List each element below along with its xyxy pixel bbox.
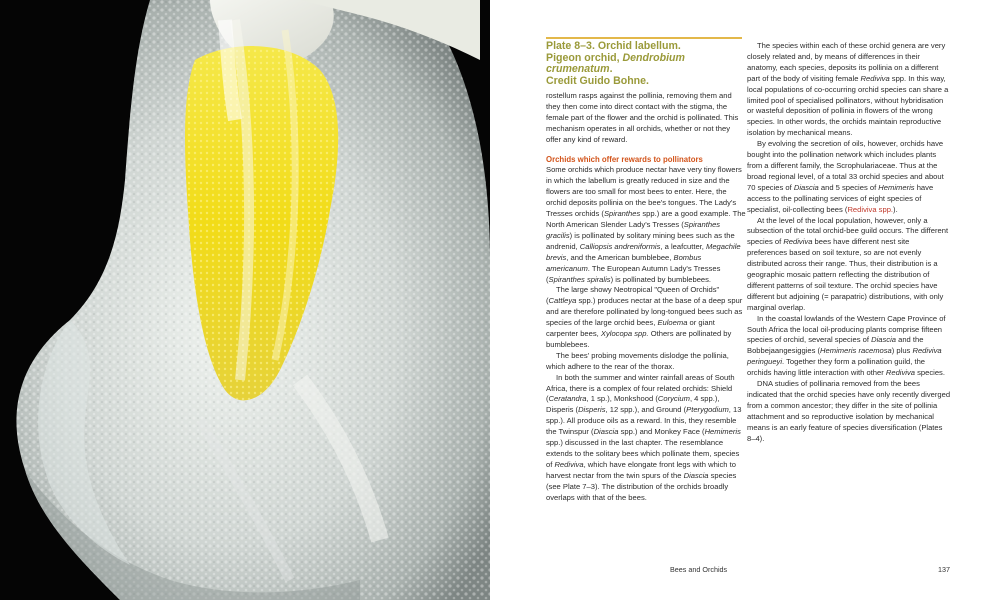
species-name: Megachile brevis [546,241,741,262]
text-span: , a leafcutter, [660,241,706,251]
caption-credit: Credit Guido Bohne. [546,74,649,87]
text-span: , 1 sp.), Monkshood ( [586,394,658,404]
paragraph [546,373,746,504]
species-name: Disperis [578,405,606,415]
species-name: Spiranthes spiralis [548,274,611,284]
caption-text: . [609,63,613,76]
species-name: Rediviva peringueyi [747,346,942,367]
section-heading: Orchids which offer rewards to pollinators [546,154,703,164]
text-span: . Together they form a pollination guild, the orchids having little interaction with other [747,357,926,378]
species-name: Ceratandra [548,394,587,404]
paragraph [546,285,746,350]
running-title: Bees and Orchids [670,565,728,574]
caption-line-1: Plate 8–3. Orchid labellum. [546,40,681,52]
caption-line-2 [546,53,746,76]
text-span: , 13 spp.). All produce oils as a reward. In this, they resemble the Twinspur ( [546,405,742,437]
caption-species: Dendrobium crumenatum [546,51,685,76]
caption-text: Pigeon orchid, [546,51,623,64]
text-span: or giant carpenter bees, [546,318,715,339]
text-span: ) is pollinated by bumblebees. [610,274,712,284]
text-span: Others are pollinated by bumblebees. [546,329,732,349]
paragraph [747,314,951,379]
paragraph [546,165,746,285]
text-span: bees have different nest site preferences based on soil texture, so are not evenly distributed across their range. Thus, their distribution is a geographic mosaic pattern reflecting the distribution of different patterns of soil texture. The orchid species have different but adjoining (= parapatric) distributions, with only marginal overlap. [747,237,944,312]
text-span: ) plus [891,346,913,356]
species-name: Hemimeris racemosa [820,346,892,356]
species-name: Corycium [657,394,690,404]
text-span: have access to the pollinating services of eight species of specialist, oil-collecting bees ( [747,182,934,214]
text-span: ). [893,204,898,214]
species-name: Cattleya [548,296,577,306]
text-span: spp.) are a good example. The North American Slender Lady's Tresses ( [546,209,746,229]
paragraph: The bees' probing movements dislodge the pollinia, which adhere to the rear of the thorax. [546,350,729,371]
text-span: The species within each of these orchid genera are very closely related and, by means of differences in their anatomy, each species, deposits its pollinia on a different part of the body of visiting female [747,41,946,83]
species-name: Xylocopa spp. [600,329,649,339]
paragraph [747,139,951,215]
species-name: Diascia [793,182,819,192]
paragraph: rostellum rasps against the pollinia, removing them and they then come into direct contact with the stigma, the female part of the flower and the orchid is pollinated. This mechanism operates in all orchids, whether or not they offer any kind of reward. [546,91,739,144]
text-span: species. [915,368,945,378]
species-name: Pterygodium [686,405,729,415]
text-span: In both the summer and winter rainfall areas of South Africa, there is a complex of four related orchids: Shield ( [546,372,735,404]
plate-caption [546,41,746,87]
text-span: , and the American bumblebee, [566,252,674,262]
caption-rule [546,37,742,39]
text-span: spp.) produces nectar at the base of a deep spur and are therefore pollinated by long-tongued bees such as species of the large orchid bees, [546,296,743,328]
text-span: spp. In this way, local populations of co-occurring orchid species can share a limited pool of specialised pollinators, without hybridisation or wasteful deposition of pollinia in flowers of the wrong species. In other words, the orchids maintain reproductive isolation by mechanical means. [747,73,949,138]
species-name: Diascia [871,335,896,345]
species-name: Rediviva [860,73,890,83]
text-span: . The European Autumn Lady's Tresses ( [546,263,721,284]
text-span: and the Bobbejaangesiggies ( [747,335,924,356]
page-number: 137 [938,565,950,574]
species-name: Calliopsis andreniformis [579,241,661,251]
paragraph: DNA studies of pollinaria removed from the bees indicated that the orchid species have only recently diverged from a common ancestor; they differ in the site of pollinia attachment and so reproductive isolation by mechanical means is an early feature of species diversification (Plates 8–4). [747,379,951,443]
text-span: spp.) discussed in the last chapter. The resemblance extends to the solitary bees which pollinate them, species of [546,438,740,469]
species-name: Euloema [657,318,688,328]
paragraph [747,41,951,139]
text-span: ) is pollinated by solitary mining bees such as the andrenid, [546,230,735,251]
orchid-labellum-photo [0,0,490,600]
species-name: Hemimeris [704,427,741,437]
text-span: species (see Plate 7–3). The distribution of the orchids broadly overlaps with that of the bees. [546,470,737,502]
text-span: , 12 spp.), and Ground ( [605,405,687,415]
species-name: Rediviva [783,237,813,247]
text-span: The large showy Neotropical "Queen of Orchids" ( [546,285,720,306]
species-name: Hemimeris [878,182,915,192]
plate-reference-link[interactable]: Rediviva spp. [847,204,894,214]
text-span: and 5 species of [818,182,879,192]
paragraph [747,216,951,314]
species-name: Spiranthes gracilis [546,219,721,240]
species-name: Diascia [593,427,619,437]
species-name: Spiranthes [603,209,641,219]
species-name: Rediviva [885,368,915,378]
species-name: Diascia [683,470,709,480]
text-span: By evolving the secretion of oils, however, orchids have bought into the pollination network which includes plants from a different family, the Scrophulariaceae. Thus at the broad regional level, of a total 33 orchid species and about 70 species of [747,139,944,192]
text-span: , which have elongate front legs with which to harvest nectar from the twin spurs of the [546,459,736,480]
text-span: Some orchids which produce nectar have very tiny flowers in which the labellum is greatly reduced in size and the flowers are too small for most bees to enter. Here, the orchid deposits pollinia on the bee's tongues. The Lady's Tresses orchids ( [546,165,742,219]
text-span: spp.) and Monkey Face ( [618,427,705,437]
species-name: Bombus americanum [546,252,702,273]
text-column-left [546,91,746,504]
text-span: , 4 spp.), Disperis ( [546,394,720,415]
text-column-right [747,41,951,445]
text-span: In the coastal lowlands of the Western Cape Province of South Africa the local oil-producing plants comprise fifteen species of orchid, several species of [747,313,946,345]
species-name: Rediviva [554,459,584,469]
text-span: At the level of the local population, however, only a subsection of the total orchid-bee guild occurs. The different species of [747,215,949,247]
